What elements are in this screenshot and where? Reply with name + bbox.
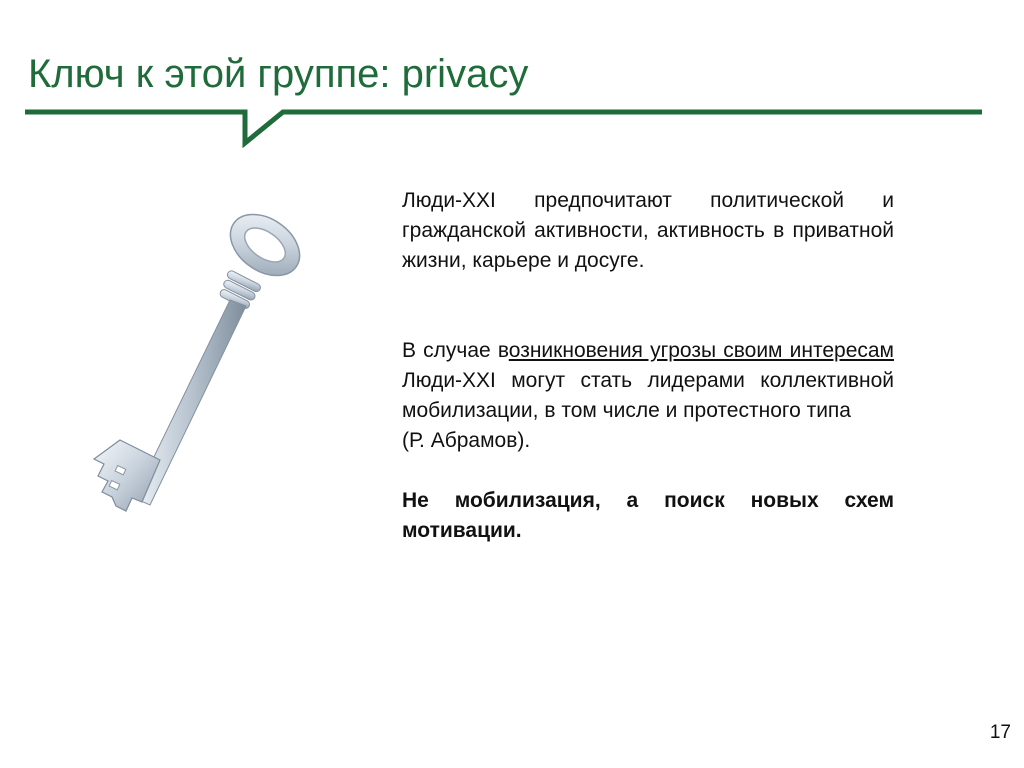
slide-title: Ключ к этой группе: privacy [28,52,529,96]
key-icon [60,205,330,525]
paragraph-preferences: Люди-XXI предпочитают политической и гражданской активности, активность в приватной жизни, карьере и досуге. [402,189,894,272]
paragraph-mobilization-underlined: озникновения угрозы своим интересам [508,339,894,362]
citation: (Р. Абрамов). [402,429,531,452]
paragraph-mobilization-lead: В случае в [402,339,509,362]
body-text [402,186,894,546]
paragraph-conclusion: Не мобилизация, а поиск новых схем мотивации. [402,489,894,542]
page-number: 17 [989,722,1011,743]
paragraph-mobilization-rest: Люди-XXI могут стать лидерами коллективной мобилизации, в том числе и протестного типа [402,369,894,422]
paragraph-mobilization [402,336,894,456]
